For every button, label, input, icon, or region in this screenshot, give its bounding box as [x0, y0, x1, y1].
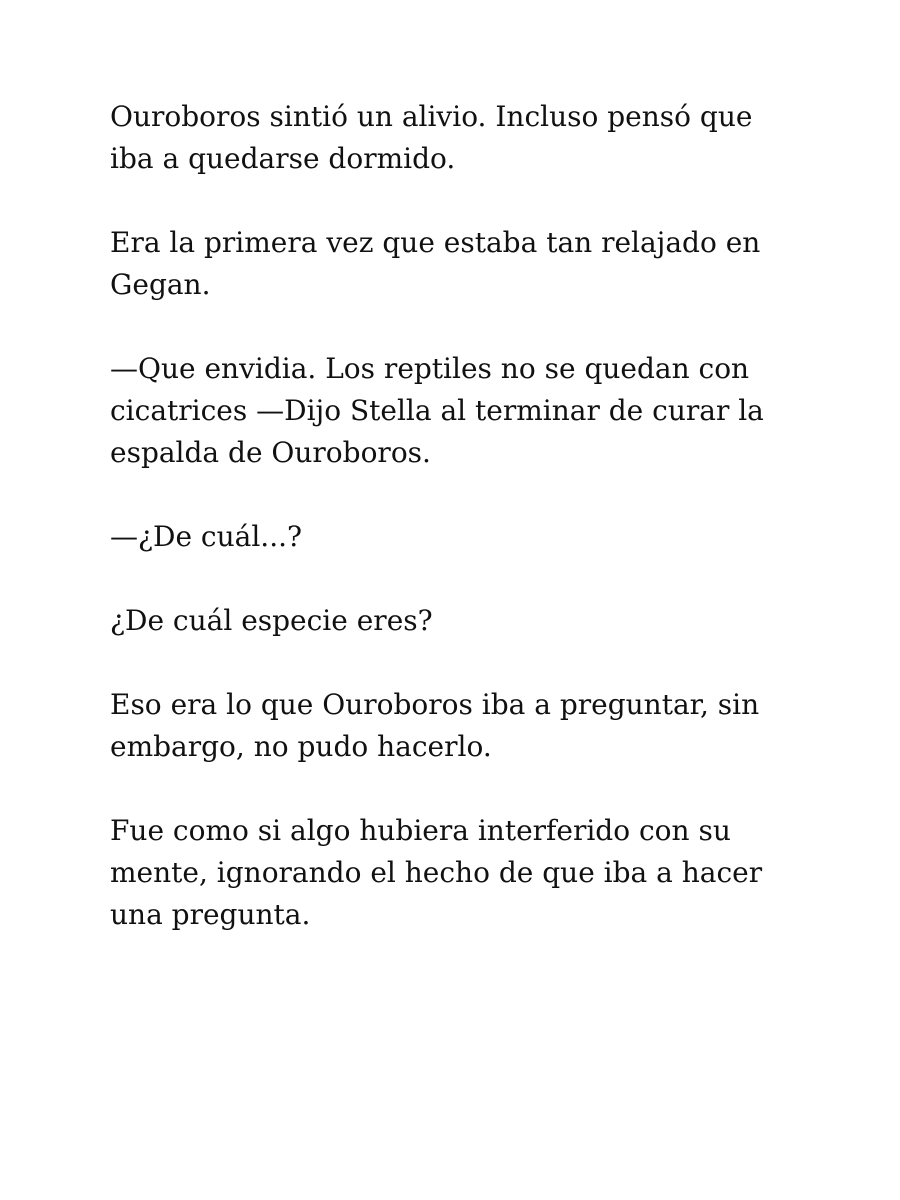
text-line: Eso era lo que Ouroboros iba a preguntar, sin — [110, 688, 760, 721]
paragraph — [110, 684, 770, 768]
text-line: Era la primera vez que estaba tan relajado en — [110, 226, 761, 259]
text-line: —¿De cuál...? — [110, 520, 303, 553]
text-line: ¿De cuál especie eres? — [110, 604, 433, 637]
text-line: embargo, no pudo hacerlo. — [110, 730, 492, 763]
text-line: Ouroboros sintió un alivio. Incluso pensó que — [110, 100, 753, 133]
text-line: —Que envidia. Los reptiles no se quedan con — [110, 352, 750, 385]
paragraph — [110, 600, 770, 642]
text-line: Fue como si algo hubiera interferido con su — [110, 814, 731, 847]
text-line: espalda de Ouroboros. — [110, 436, 431, 469]
paragraph — [110, 348, 770, 474]
text-line: iba a quedarse dormido. — [110, 142, 456, 175]
text-line: cicatrices —Dijo Stella al terminar de curar la — [110, 394, 764, 427]
paragraph — [110, 96, 770, 180]
text-line: una pregunta. — [110, 898, 311, 931]
paragraph — [110, 810, 770, 936]
paragraph — [110, 516, 770, 558]
text-line: mente, ignorando el hecho de que iba a hacer — [110, 856, 763, 889]
paragraph — [110, 222, 770, 306]
text-line: Gegan. — [110, 268, 211, 301]
story-text — [110, 96, 770, 978]
